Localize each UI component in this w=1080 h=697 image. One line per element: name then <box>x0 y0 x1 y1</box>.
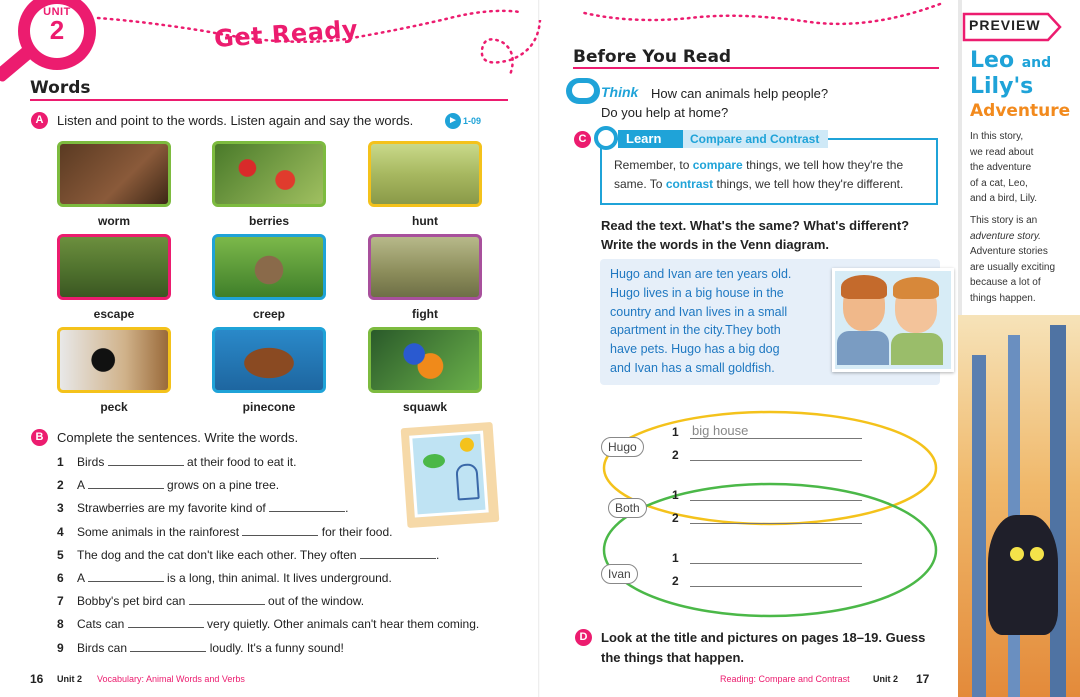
activity-a-badge: A <box>31 112 48 129</box>
sentence-end: grows on a pine tree. <box>163 478 280 493</box>
reading-passage <box>610 265 820 378</box>
activity-d-badge: D <box>575 629 592 646</box>
learn-text-part: Remember, to <box>614 158 693 172</box>
bird-window-illustration <box>401 422 500 528</box>
activity-d-line-2: the things that happen. <box>601 650 744 665</box>
picture-label-escape: escape <box>93 307 135 321</box>
venn-answer-line[interactable] <box>690 438 862 439</box>
get-ready-banner: Get Ready <box>213 15 359 53</box>
preview-line: the adventure <box>970 162 1032 173</box>
sentence-start: Bobby's pet bird can <box>77 594 189 609</box>
speaker-icon: ► <box>445 113 461 129</box>
sentence-number: 7 <box>57 594 64 609</box>
sentence-start: A <box>77 478 88 493</box>
reading-line: country and Ivan lives in a small <box>610 304 788 319</box>
venn-number: 2 <box>672 511 679 525</box>
venn-answer-line[interactable] <box>690 563 862 564</box>
venn-label-hugo: Hugo <box>601 437 644 457</box>
preview-title-leo <box>970 48 1051 73</box>
berries-photo <box>212 141 326 207</box>
sentence <box>77 478 279 492</box>
read-instruction-1: Read the text. What's the same? What's different? <box>601 218 910 233</box>
sentence <box>77 594 364 608</box>
before-you-read-title: Before You Read <box>573 47 732 67</box>
sentence-start: Birds <box>77 455 108 469</box>
venn-answer-line[interactable] <box>690 523 862 524</box>
magnifier-icon <box>594 126 618 150</box>
black-cat-illustration <box>988 515 1058 635</box>
preview-title-adventure: Adventure <box>970 101 1071 121</box>
picture-label-fight: fight <box>412 307 438 321</box>
preview-line: and a bird, Lily. <box>970 193 1038 204</box>
sentence <box>77 571 392 585</box>
sentence-number: 8 <box>57 617 64 632</box>
contrast-highlight: contrast <box>665 177 714 191</box>
preview-title-lily: Lily's <box>970 74 1034 99</box>
venn-example-answer: big house <box>692 423 749 438</box>
reading-line: and Ivan has a small goldfish. <box>610 360 775 375</box>
activity-a-instruction: Listen and point to the words. Listen again and say the words. <box>57 113 414 128</box>
sentence-number: 1 <box>57 455 64 469</box>
sentence-number: 3 <box>57 501 64 516</box>
activity-c-badge: C <box>574 131 591 148</box>
right-footer-topic: Reading: Compare and Contrast <box>720 674 850 684</box>
venn-diagram <box>595 410 945 622</box>
preview-paragraph-2 <box>970 213 1070 306</box>
boys-illustration <box>832 268 954 372</box>
sentence-end: . <box>345 501 349 516</box>
sentence <box>77 455 296 469</box>
activity-b-instruction: Complete the sentences. Write the words. <box>57 430 299 445</box>
sentence-start: Some animals in the rainforest <box>77 524 243 539</box>
left-footer-unit: Unit 2 <box>57 674 83 684</box>
answer-blank[interactable] <box>360 548 436 559</box>
preview-line: we read about <box>970 146 1034 158</box>
preview-line: things happen. <box>970 292 1036 304</box>
venn-label-ivan: Ivan <box>601 564 638 584</box>
sentence-number: 2 <box>57 478 64 493</box>
left-footer-topic: Vocabulary: Animal Words and Verbs <box>97 674 245 684</box>
learn-text-part: same. To <box>614 177 666 191</box>
think-cloud-icon <box>566 78 600 104</box>
reading-line: apartment in the city.They both <box>610 323 781 338</box>
sentence-number: 9 <box>57 640 64 655</box>
learn-text-line-2 <box>614 175 924 194</box>
answer-blank[interactable] <box>189 594 265 605</box>
venn-answer-line[interactable] <box>690 460 862 461</box>
ivan-ellipse <box>604 484 936 616</box>
dotted-loop-decoration <box>470 20 550 80</box>
words-section-title: Words <box>30 78 91 98</box>
sentence-end: at their food to eat it. <box>183 455 297 469</box>
sentence-start: Birds can <box>77 640 131 655</box>
preview-line: adventure story. <box>970 230 1041 242</box>
audio-track-number: 1-09 <box>463 115 482 126</box>
sentence-number: 5 <box>57 547 64 562</box>
sentence-start: Cats can <box>77 617 128 632</box>
picture-label-pinecone: pinecone <box>242 400 296 414</box>
compare-highlight: compare <box>692 158 743 172</box>
unit-word: UNIT <box>43 6 71 18</box>
worm-photo <box>57 141 171 207</box>
audio-button[interactable] <box>445 112 481 130</box>
picture-label-berries: berries <box>248 214 290 228</box>
sentence-end: out of the window. <box>264 594 365 609</box>
picture-label-squawk: squawk <box>402 400 447 414</box>
venn-number: 1 <box>672 551 679 565</box>
sentence-start: The dog and the cat don't like each other. They often <box>77 547 360 562</box>
sentence-start: Strawberries are my favorite kind of <box>77 501 270 516</box>
cheetah-hunt-photo <box>368 141 482 207</box>
reading-line: have pets. Hugo has a big dog <box>610 342 780 357</box>
venn-answer-line[interactable] <box>690 586 862 587</box>
sentence-end: is a long, thin animal. It lives underground. <box>163 571 392 585</box>
answer-blank[interactable] <box>269 501 345 512</box>
sentence-end: very quietly. Other animals can't hear them coming. <box>203 617 480 632</box>
picture-label-creep: creep <box>252 307 286 321</box>
sentence-end: . <box>435 547 440 562</box>
venn-number: 1 <box>672 425 679 439</box>
sentence-number: 4 <box>57 524 64 539</box>
preview-line: are usually exciting <box>970 261 1056 273</box>
sentence <box>77 501 348 515</box>
kitten-creep-photo <box>212 234 326 300</box>
sentence-start: A <box>77 571 88 585</box>
activity-d-line-1: Look at the title and pictures on pages 18–19. Guess <box>601 630 926 645</box>
sentence <box>77 525 392 539</box>
think-question-2: Do you help at home? <box>601 105 729 120</box>
left-page-number: 16 <box>30 672 44 686</box>
reading-line: Hugo and Ivan are ten years old. <box>610 267 792 281</box>
horses-escape-photo <box>57 234 171 300</box>
think-label: Think <box>601 84 639 100</box>
sentence-end: for their food. <box>318 524 393 539</box>
picture-label-hunt: hunt <box>412 214 438 228</box>
answer-blank[interactable] <box>130 641 206 652</box>
answer-blank[interactable] <box>88 478 164 489</box>
sentence-end: loudly. It's a funny sound! <box>206 640 344 655</box>
think-question-1: How can animals help people? <box>651 86 829 101</box>
title-leo: Leo <box>970 48 1015 73</box>
preview-tag: PREVIEW <box>969 17 1041 33</box>
answer-blank[interactable] <box>242 525 318 536</box>
answer-blank[interactable] <box>128 617 204 628</box>
unit-number: 2 <box>49 15 65 45</box>
sentence-number: 6 <box>57 571 64 585</box>
venn-label-both: Both <box>608 498 647 518</box>
preview-line: because a lot of <box>970 277 1041 288</box>
reading-line: Hugo lives in a big house in the <box>610 285 784 300</box>
answer-blank[interactable] <box>88 571 164 582</box>
sentence <box>77 641 344 655</box>
picture-label-worm: worm <box>97 214 130 228</box>
words-title-rule <box>30 99 508 101</box>
venn-number: 1 <box>672 488 679 502</box>
venn-number: 2 <box>672 574 679 588</box>
learn-text-line-1 <box>614 156 924 175</box>
learn-text-part: things, we tell how they're the <box>742 158 904 172</box>
read-instruction-2: Write the words in the Venn diagram. <box>601 237 830 252</box>
unit-badge-inner <box>30 4 84 58</box>
venn-number: 2 <box>672 448 679 462</box>
preview-line: of a cat, Leo, <box>970 177 1028 189</box>
pinecone-photo <box>212 327 326 393</box>
right-page-number: 17 <box>916 672 930 686</box>
learn-subtitle: Compare and Contrast <box>690 132 820 146</box>
deer-fight-photo <box>368 234 482 300</box>
learn-label: Learn <box>618 130 683 148</box>
preview-line: Adventure stories <box>970 246 1048 257</box>
answer-blank[interactable] <box>108 455 184 466</box>
parrot-photo <box>368 327 482 393</box>
hugo-ellipse <box>604 412 936 524</box>
sentence <box>77 617 479 631</box>
activity-b-badge: B <box>31 429 48 446</box>
right-footer-unit: Unit 2 <box>873 674 899 684</box>
learn-text-part: things, we tell how they're different. <box>713 177 904 191</box>
preview-paragraph-1 <box>970 129 1070 207</box>
title-and: and <box>1021 55 1052 71</box>
picture-label-peck: peck <box>100 400 128 414</box>
forest-illustration <box>958 315 1080 697</box>
preview-line: This story is an <box>970 215 1038 226</box>
before-you-read-rule <box>573 67 939 69</box>
woodpecker-photo <box>57 327 171 393</box>
sentence <box>77 548 439 562</box>
preview-line: In this story, <box>970 131 1024 142</box>
venn-answer-line[interactable] <box>690 500 862 501</box>
